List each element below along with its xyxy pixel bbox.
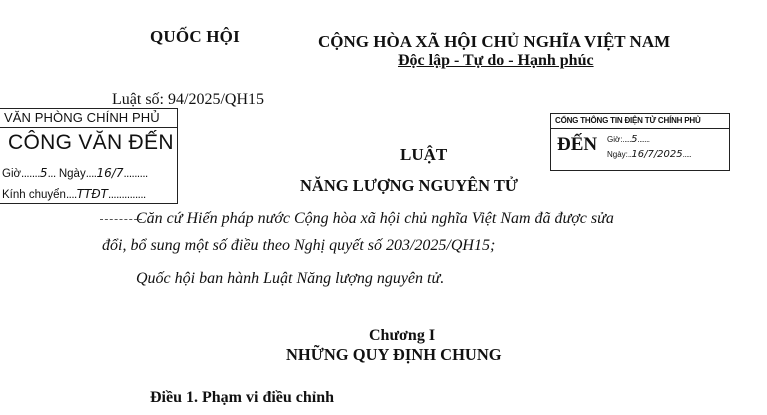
legal-basis-line-2: đổi, bổ sung một số điều theo Nghị quyết số 203/2025/QH15; bbox=[102, 237, 496, 254]
stamp-time-value: 5 bbox=[39, 166, 48, 180]
portal-stamp-divider bbox=[551, 128, 729, 129]
law-name: NĂNG LƯỢNG NGUYÊN TỬ bbox=[300, 176, 519, 195]
stamp-incoming-label: CÔNG VĂN ĐẾN bbox=[8, 131, 174, 154]
portal-stamp-title: CỔNG THÔNG TIN ĐIỆN TỬ CHÍNH PHỦ bbox=[555, 116, 701, 125]
portal-stamp-date-value: 16/7/2025 bbox=[631, 149, 683, 160]
article-heading: Điều 1. Phạm vi điều chỉnh bbox=[150, 389, 335, 406]
issuing-organization: QUỐC HỘI bbox=[150, 27, 240, 46]
stamp-time-date-line: Giờ.......5... Ngày....16/7......... bbox=[2, 166, 148, 180]
portal-stamp-label: ĐẾN bbox=[557, 134, 598, 155]
stamp-divider bbox=[0, 127, 177, 128]
promulgation-statement: Quốc hội ban hành Luật Năng lượng nguyên tử. bbox=[136, 270, 445, 287]
chapter-title: NHỮNG QUY ĐỊNH CHUNG bbox=[286, 345, 502, 364]
portal-stamp-date-label: Ngày: bbox=[607, 150, 628, 159]
document-type-title: LUẬT bbox=[400, 145, 448, 164]
stamp-transfer-line: Kính chuyển....TTĐT.............. bbox=[2, 187, 146, 201]
stamp-transfer-label: Kính chuyển bbox=[2, 189, 66, 201]
stamp-date-value: 16/7 bbox=[96, 166, 124, 180]
stamp-date-label: Ngày bbox=[58, 168, 86, 180]
national-motto: Độc lập - Tự do - Hạnh phúc bbox=[398, 52, 594, 69]
portal-stamp-time-label: Giờ: bbox=[607, 135, 623, 144]
portal-stamp-date-line: Ngày:..16/7/2025..... bbox=[607, 149, 692, 160]
stamp-office-name: VĂN PHÒNG CHÍNH PHỦ bbox=[4, 110, 160, 125]
law-number: Luật số: 94/2025/QH15 bbox=[112, 91, 264, 108]
country-name: CỘNG HÒA XÃ HỘI CHỦ NGHĨA VIỆT NAM bbox=[318, 32, 671, 51]
portal-stamp-time-value: 5 bbox=[631, 134, 638, 145]
legal-basis-line-1: Căn cứ Hiến pháp nước Cộng hòa xã hội chủ nghĩa Việt Nam đã được sửa bbox=[136, 210, 614, 227]
chapter-number: Chương I bbox=[369, 327, 436, 344]
incoming-document-stamp bbox=[0, 108, 178, 204]
portal-received-stamp bbox=[550, 113, 730, 171]
portal-stamp-time-line: Giờ:.....5....... bbox=[607, 134, 650, 145]
stamp-time-label: Giờ bbox=[2, 168, 22, 180]
stamp-transfer-value: TTĐT bbox=[76, 187, 109, 201]
